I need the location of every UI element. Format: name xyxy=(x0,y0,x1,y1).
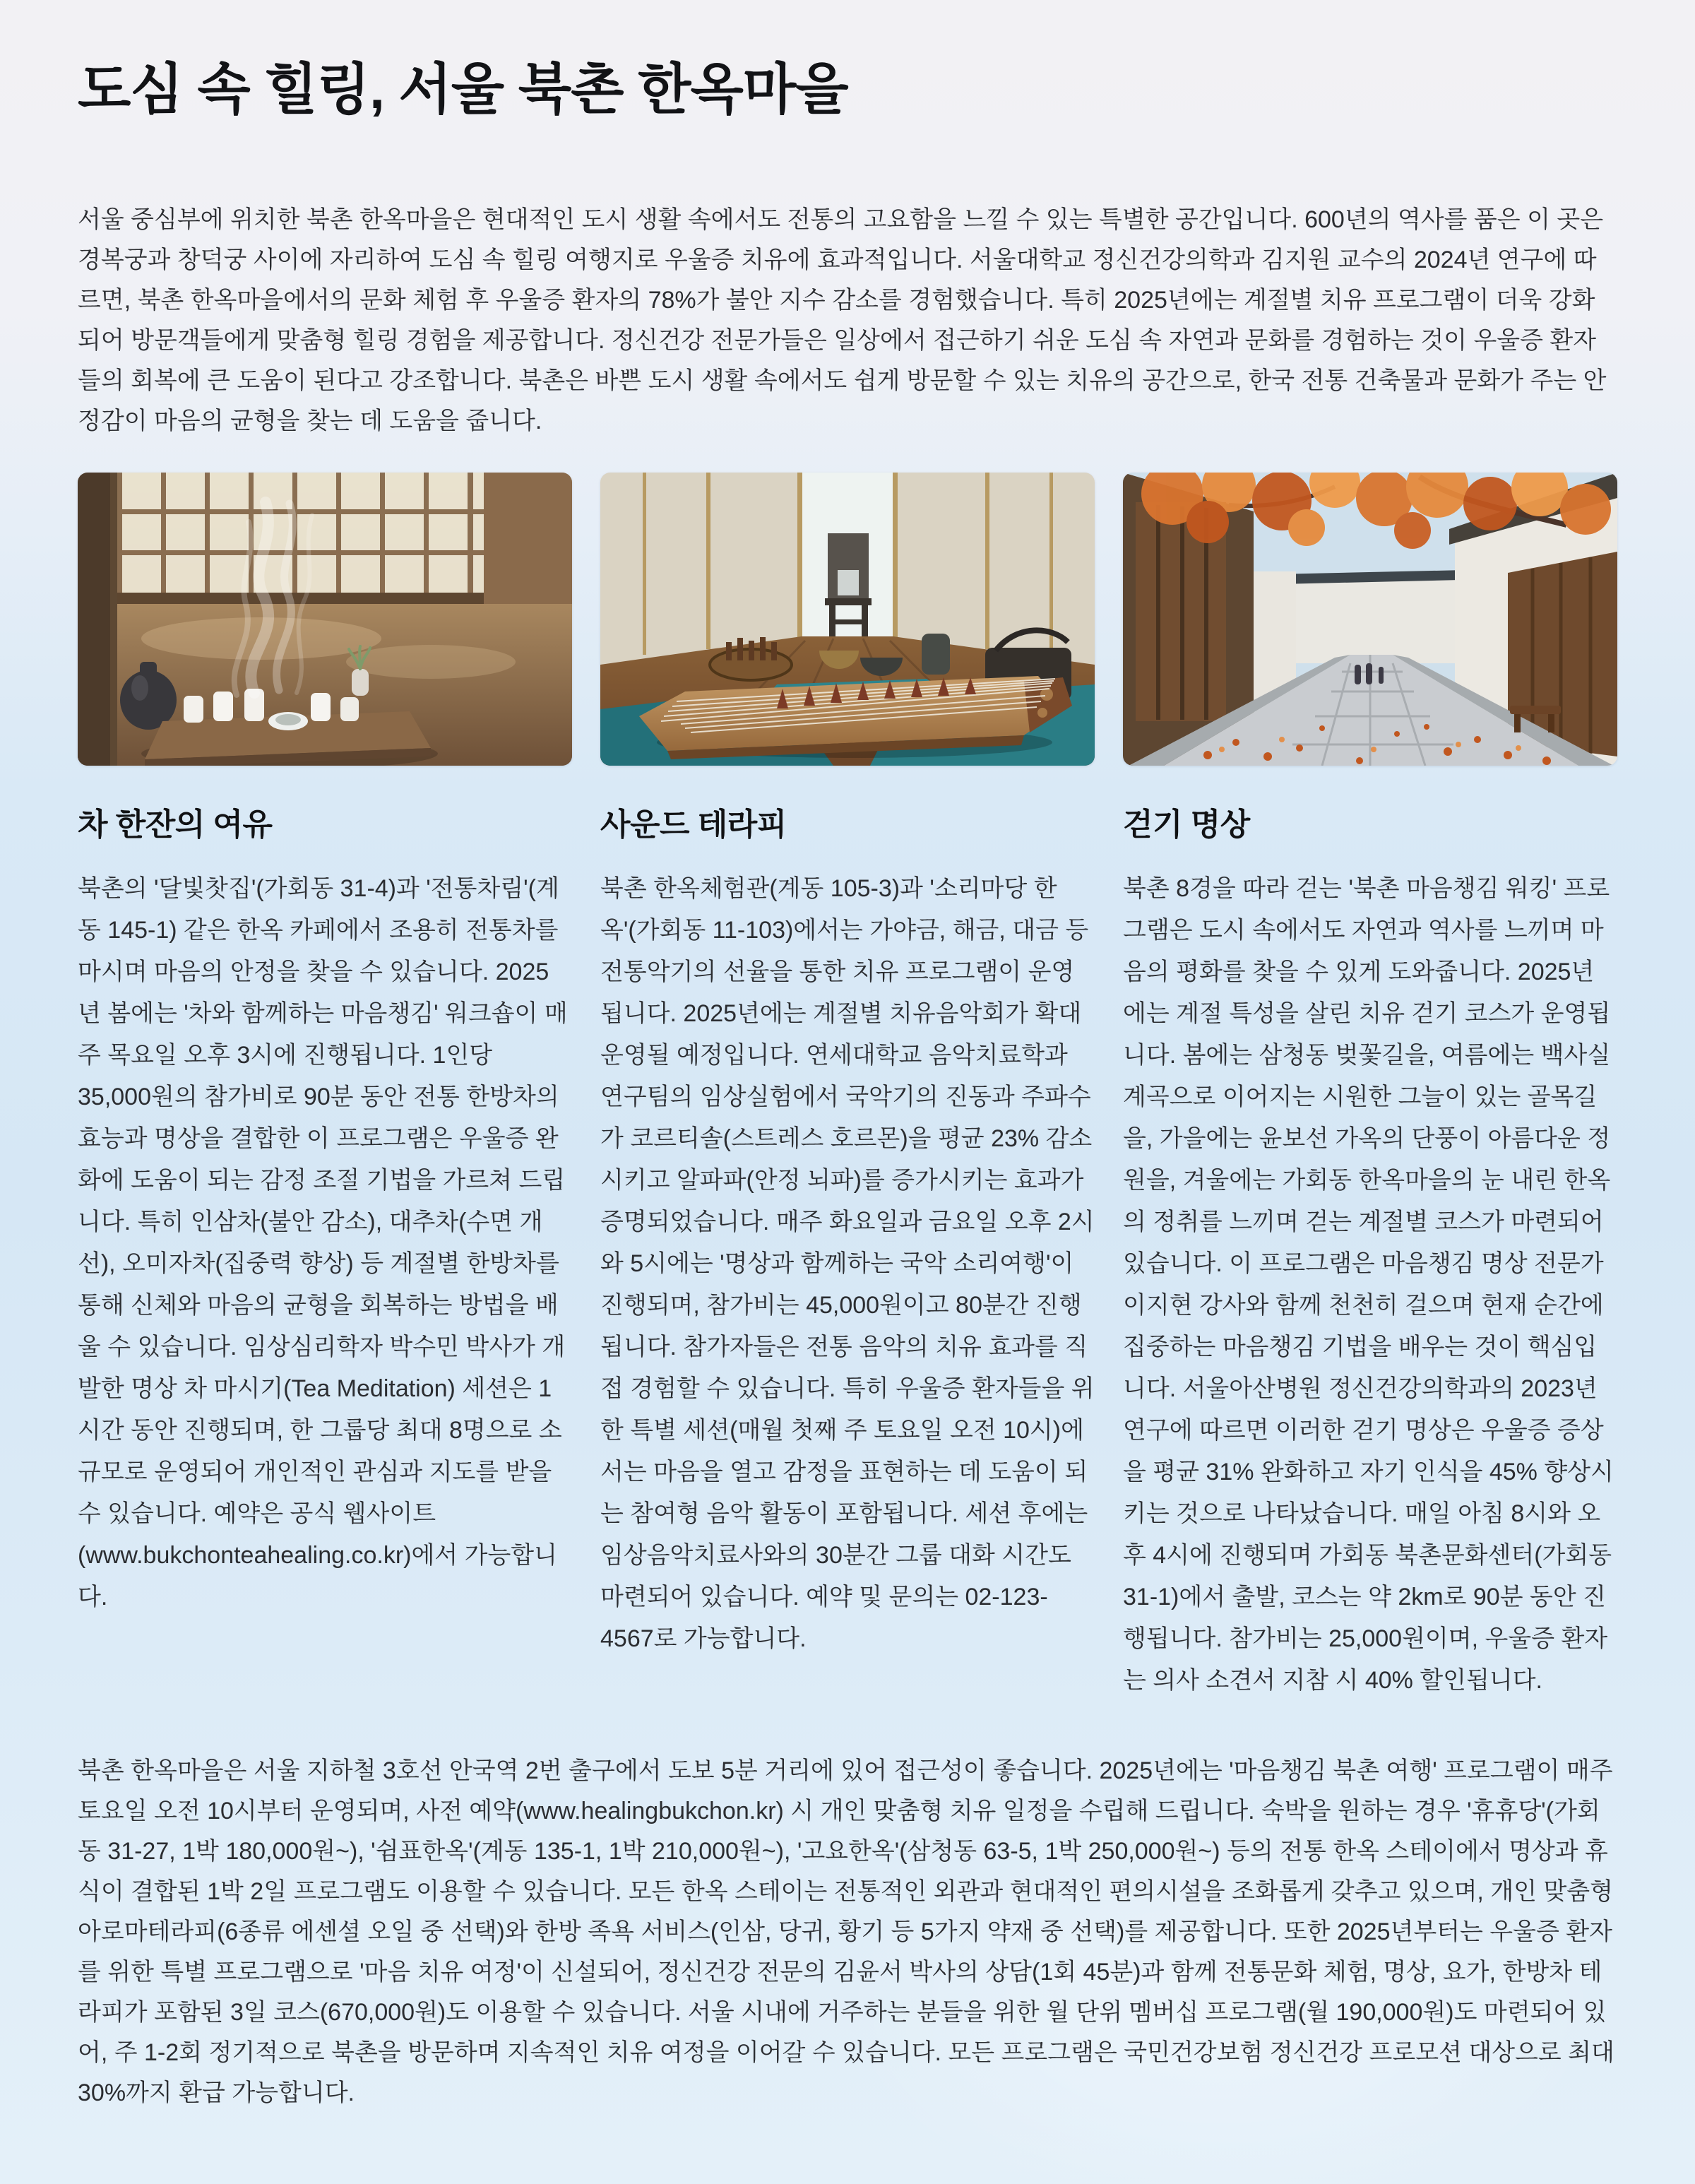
column-tea-body: 북촌의 '달빛찻집'(가회동 31-4)과 '전통차림'(계동 145-1) 같은 한옥 카페에서 조용히 전통차를 마시며 마음의 안정을 찾을 수 있습니다. 2025년 봄에는 '차와 함께하는 마음챙김' 워크숍이 매주 목요일 오후 3시에 진행됩니다. 1인당 35,000원의 참가비로 90분 동안 전통 한방차의 효능과 명상을 결합한 이 프로그램은 우울증 완화에 도움이 되는 감정 조절 기법을 가르쳐 드립니다. 특히 인삼차(불안 감소), 대추차(수면 개선), 오미자차(집중력 향상) 등 계절별 한방차를 통해 신체와 마음의 균형을 회복하는 방법을 배울 수 있습니다. 임상심리학자 박수민 박사가 개발한 명상 차 마시기(Tea Meditation) 세션은 1시간 동안 진행되며, 한 그룹당 최대 8명으로 소규모로 운영되어 개인적인 관심과 지도를 받을 수 있습니다. 예약은 공식 웹사이트 (www.bukchonteahealing.co.kr)에서 가능합니다. xyxy=(78,875,568,1611)
tea-ceremony-photo xyxy=(78,473,572,766)
sound-therapy-photo xyxy=(600,473,1095,766)
column-walking-body: 북촌 8경을 따라 걷는 '북촌 마음챙김 워킹' 프로그램은 도시 속에서도 자연과 역사를 느끼며 마음의 평화를 찾을 수 있게 도와줍니다. 2025년에는 계절 특성을 살린 치유 걷기 코스가 운영됩니다. 봄에는 삼청동 벚꽃길을, 여름에는 백사실 계곡으로 이어지는 시원한 그늘이 있는 골목길을, 가을에는 윤보선 가옥의 단풍이 아름다운 정원을, 겨울에는 가회동 한옥마을의 눈 내린 한옥의 정취를 느끼며 걷는 계절별 코스가 마련되어 있습니다. 이 프로그램은 마음챙김 명상 전문가 이지현 강사와 함께 천천히 걸으며 현재 순간에 집중하는 마음챙김 기법을 배우는 것이 핵심입니다. 서울아산병원 정신건강의학과의 2023년 연구에 따르면 이러한 걷기 명상은 우울증 증상을 평균 31% 완화하고 자기 인식을 45% 향상시키는 것으로 나타났습니다. 매일 아침 8시와 오후 4시에 진행되며 가회동 북촌문화센터(가회동 31-1)에서 출발, 코스는 약 2km로 90분 동안 진행됩니다. 참가비는 25,000원이며, 우울증 환자는 의사 소견서 지참 시 40% 할인됩니다. xyxy=(1123,875,1614,1695)
column-walking xyxy=(1123,807,1617,1702)
column-tea-heading: 차 한잔의 여유 xyxy=(78,807,273,843)
sound-therapy-illustration xyxy=(600,473,1095,766)
column-sound-heading: 사운드 테라피 xyxy=(600,807,787,843)
column-walking-heading: 걷기 명상 xyxy=(1123,807,1250,843)
article-columns xyxy=(78,807,1617,1702)
photo-gallery xyxy=(78,473,1617,766)
page-title: 도심 속 힐링, 서울 북촌 한옥마을 xyxy=(78,58,848,120)
column-tea xyxy=(78,807,572,1702)
autumn-alley-illustration xyxy=(1123,473,1617,766)
column-sound xyxy=(600,807,1095,1702)
intro-paragraph: 서울 중심부에 위치한 북촌 한옥마을은 현대적인 도시 생활 속에서도 전통의 고요함을 느낄 수 있는 특별한 공간입니다. 600년의 역사를 품은 이 곳은 경복궁과 창덕궁 사이에 자리하여 도심 속 힐링 여행지로 우울증 치유에 효과적입니다. 서울대학교 정신건강의학과 김지원 교수의 2024년 연구에 따르면, 북촌 한옥마을에서의 문화 체험 후 우울증 환자의 78%가 불안 지수 감소를 경험했습니다. 특히 2025년에는 계절별 치유 프로그램이 더욱 강화되어 방문객들에게 맞춤형 힐링 경험을 제공합니다. 정신건강 전문가들은 일상에서 접근하기 쉬운 도심 속 자연과 문화를 경험하는 것이 우울증 환자들의 회복에 큰 도움이 된다고 강조합니다. 북촌은 바쁜 도시 생활 속에서도 쉽게 방문할 수 있는 치유의 공간으로, 한국 전통 건축물과 문화가 주는 안정감이 마음의 균형을 찾는 데 도움을 줍니다. xyxy=(78,206,1607,435)
footer-paragraph: 북촌 한옥마을은 서울 지하철 3호선 안국역 2번 출구에서 도보 5분 거리에 있어 접근성이 좋습니다. 2025년에는 '마음챙김 북촌 여행' 프로그램이 매주 토요일 오전 10시부터 운영되며, 사전 예약(www.healingbukchon.kr) 시 개인 맞춤형 치유 일정을 수립해 드립니다. 숙박을 원하는 경우 '휴휴당'(가회동 31-27, 1박 180,000원~), '쉼표한옥'(계동 135-1, 1박 210,000원~), '고요한옥'(삼청동 63-5, 1박 250,000원~) 등의 전통 한옥 스테이에서 명상과 휴식이 결합된 1박 2일 프로그램도 이용할 수 있습니다. 모든 한옥 스테이는 전통적인 외관과 현대적인 편의시설을 조화롭게 갖추고 있으며, 개인 맞춤형 아로마테라피(6종류 에센셜 오일 중 선택)와 한방 족욕 서비스(인삼, 당귀, 황기 등 5가지 약재 중 선택)를 제공합니다. 또한 2025년부터는 우울증 환자를 위한 특별 프로그램으로 '마음 치유 여정'이 신설되어, 정신건강 전문의 김윤서 박사의 상담(1회 45분)과 함께 전통문화 체험, 명상, 요가, 한방차 테라피가 포함된 3일 코스(670,000원)도 이용할 수 있습니다. 서울 시내에 거주하는 분들을 위한 월 단위 멤버십 프로그램(월 190,000원)도 마련되어 있어, 주 1-2회 정기적으로 북촌을 방문하며 지속적인 치유 여정을 이어갈 수 있습니다. 모든 프로그램은 국민건강보험 정신건강 프로모션 대상으로 최대 30%까지 환급 가능합니다. xyxy=(78,1757,1614,2107)
column-sound-body: 북촌 한옥체험관(계동 105-3)과 '소리마당 한옥'(가회동 11-103)에서는 가야금, 해금, 대금 등 전통악기의 선율을 통한 치유 프로그램이 운영됩니다. 2025년에는 계절별 치유음악회가 확대 운영될 예정입니다. 연세대학교 음악치료학과 연구팀의 임상실험에서 국악기의 진동과 주파수가 코르티솔(스트레스 호르몬)을 평균 23% 감소시키고 알파파(안정 뇌파)를 증가시키는 효과가 증명되었습니다. 매주 화요일과 금요일 오후 2시와 5시에는 '명상과 함께하는 국악 소리여행'이 진행되며, 참가비는 45,000원이고 80분간 진행됩니다. 참가자들은 전통 음악의 치유 효과를 직접 경험할 수 있습니다. 특히 우울증 환자들을 위한 특별 세션(매월 첫째 주 토요일 오전 10시)에서는 마음을 열고 감정을 표현하는 데 도움이 되는 참여형 음악 활동이 포함됩니다. 세션 후에는 임상음악치료사와의 30분간 그룹 대화 시간도 마련되어 있습니다. 예약 및 문의는 02-123-4567로 가능합니다. xyxy=(600,875,1095,1653)
walking-meditation-photo xyxy=(1123,473,1617,766)
tea-ceremony-illustration xyxy=(78,473,572,766)
